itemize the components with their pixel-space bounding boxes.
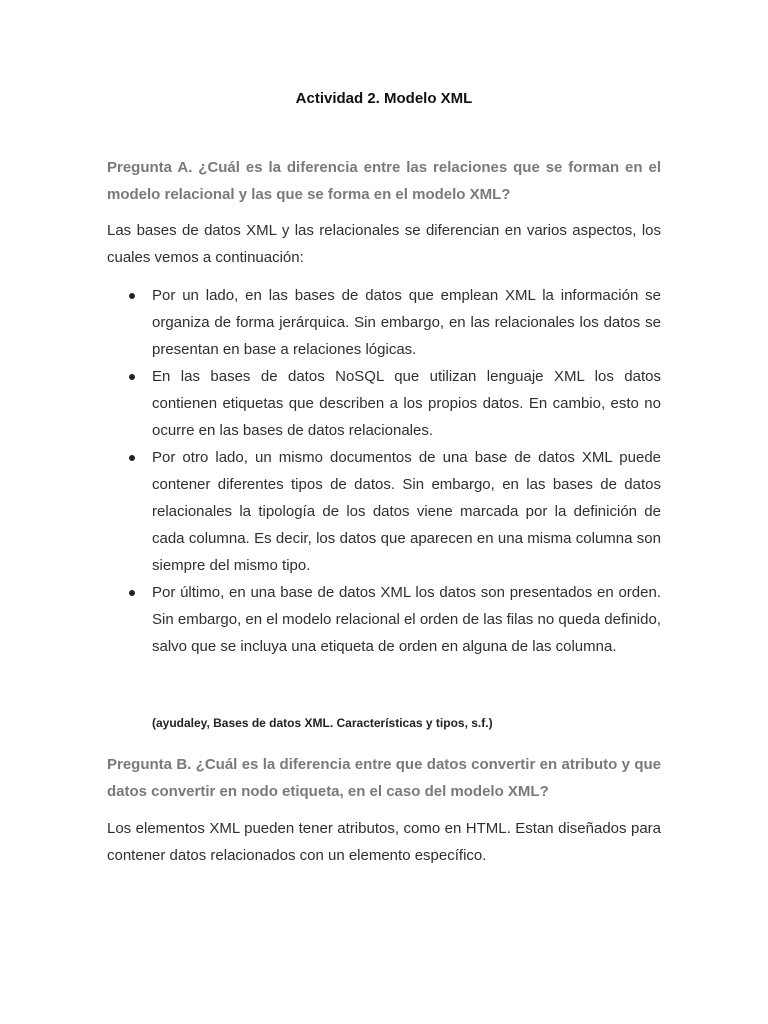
intro-paragraph: Las bases de datos XML y las relacionales se diferencian en varios aspectos, los cuales vemos a continuación: <box>107 222 661 266</box>
bullet-text: Por otro lado, un mismo documentos de una base de datos XML puede contener diferentes tipos de datos. Sin embargo, en las bases de datos relacionales la tipología de los datos viene marcada por la definición de cada columna. Es decir, los datos que aparecen en una misma columna son siempre del mismo tipo. <box>152 449 661 574</box>
bullet-icon <box>129 293 135 299</box>
citation: (ayudaley, Bases de datos XML. Características y tipos, s.f.) <box>152 716 493 730</box>
question-a: Pregunta A. ¿Cuál es la diferencia entre las relaciones que se forman en el modelo relacional y las que se forma en el modelo XML? <box>107 159 661 203</box>
answer-b-paragraph: Los elementos XML pueden tener atributos, como en HTML. Estan diseñados para contener datos relacionados con un elemento específico. <box>107 820 661 864</box>
bullet-text: Por un lado, en las bases de datos que emplean XML la información se organiza de forma jerárquica. Sin embargo, en las relacionales los datos se presentan en base a relaciones lógicas. <box>152 287 661 358</box>
document-title: Actividad 2. Modelo XML <box>295 90 473 107</box>
question-b: Pregunta B. ¿Cuál es la diferencia entre que datos convertir en atributo y que datos convertir en nodo etiqueta, en el caso del modelo XML? <box>107 756 661 800</box>
bullet-item <box>107 444 661 579</box>
bullet-text: Por último, en una base de datos XML los datos son presentados en orden. Sin embargo, en el modelo relacional el orden de las filas no queda definido, salvo que se incluya una etiqueta de orden en alguna de las columna. <box>152 584 661 655</box>
bullet-item <box>107 579 661 660</box>
bullet-icon <box>129 374 135 380</box>
bullet-item <box>107 282 661 363</box>
bullet-list <box>107 282 661 660</box>
bullet-item <box>107 363 661 444</box>
bullet-icon <box>129 590 135 596</box>
bullet-text: En las bases de datos NoSQL que utilizan lenguaje XML los datos contienen etiquetas que describen a los propios datos. En cambio, esto no ocurre en las bases de datos relacionales. <box>152 368 661 439</box>
bullet-icon <box>129 455 135 461</box>
